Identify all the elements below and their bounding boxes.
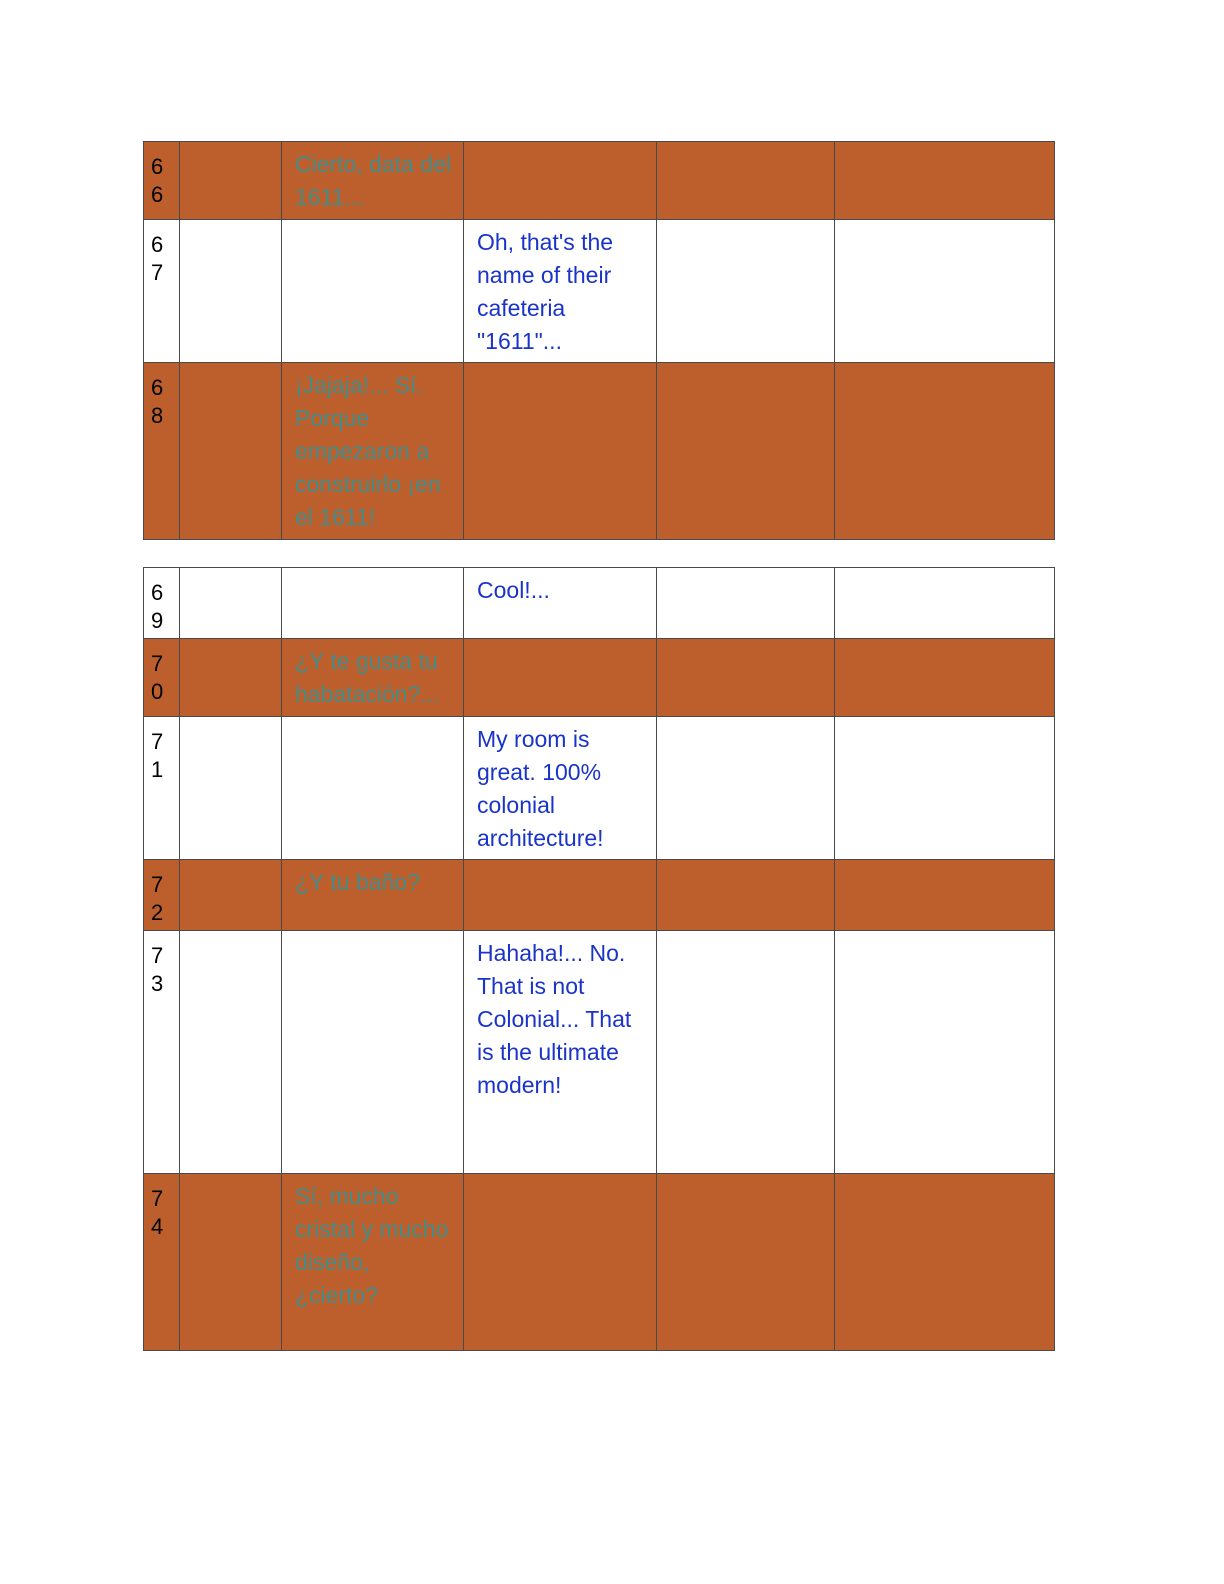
table-row [144,1174,1055,1351]
spanish-line [282,717,463,723]
spanish-cell [282,931,464,1174]
empty-cell [657,931,835,1174]
table-row [144,363,1055,540]
table-row [144,142,1055,220]
line-number: 66 [151,154,164,207]
line-number-cell [144,639,180,717]
english-cell [464,931,657,1174]
spanish-cell [282,363,464,540]
spanish-cell [282,568,464,639]
empty-cell [835,1174,1055,1351]
empty-cell [657,363,835,540]
line-number-cell [144,1174,180,1351]
table-row [144,220,1055,363]
english-line: Hahaha!... No. That is not Colonial... That is the ultimate modern! [477,940,632,1098]
spanish-cell [282,717,464,860]
line-number: 68 [151,375,164,428]
english-line: My room is great. 100% colonial architecture! [477,726,604,851]
table-row [144,931,1055,1174]
empty-cell [180,142,282,220]
empty-cell [835,717,1055,860]
empty-cell [835,142,1055,220]
table-row [144,717,1055,860]
empty-cell [657,142,835,220]
empty-cell [835,931,1055,1174]
spanish-cell [282,860,464,931]
empty-cell [657,220,835,363]
empty-cell [657,860,835,931]
spanish-line: Cierto, data del 1611... [295,151,451,210]
english-cell [464,717,657,860]
english-line [464,363,656,369]
empty-cell [657,1174,835,1351]
line-number-cell [144,363,180,540]
line-number-cell [144,717,180,860]
empty-cell [657,717,835,860]
spanish-line [282,931,463,937]
table-row [144,639,1055,717]
spanish-line: ¿Y tu baño? [295,869,420,895]
line-number-cell [144,220,180,363]
line-number: 72 [151,872,164,925]
line-number-cell [144,568,180,639]
line-number: 70 [151,651,164,704]
empty-cell [835,568,1055,639]
empty-cell [180,931,282,1174]
spanish-cell [282,142,464,220]
empty-cell [180,860,282,931]
spanish-line [282,568,463,574]
english-cell [464,363,657,540]
spanish-cell [282,220,464,363]
empty-cell [835,860,1055,931]
empty-cell [180,717,282,860]
empty-cell [835,363,1055,540]
table-row [144,860,1055,931]
empty-cell [180,363,282,540]
script-table-1 [143,141,1055,540]
english-cell [464,639,657,717]
english-cell [464,860,657,931]
spanish-line: ¡Jajaja!... Sí. Porque empezaron a construirlo ¡en el 1611! [295,372,441,530]
spanish-line: Sí, mucho cristal y mucho diseño, ¿cierto? [295,1183,449,1308]
empty-cell [180,220,282,363]
english-line [464,639,656,645]
spanish-cell [282,639,464,717]
line-number-cell [144,142,180,220]
english-line [464,1174,656,1180]
english-line [464,860,656,866]
spanish-line: ¿Y te gusta tu habatación?... [295,648,440,707]
empty-cell [835,639,1055,717]
english-line: Oh, that's the name of their cafeteria "1611"... [477,229,614,354]
table-row [144,568,1055,639]
spanish-line [282,220,463,226]
english-line [464,142,656,148]
spanish-cell [282,1174,464,1351]
empty-cell [657,568,835,639]
english-cell [464,220,657,363]
line-number: 71 [151,729,164,782]
line-number: 69 [151,580,164,633]
empty-cell [835,220,1055,363]
empty-cell [657,639,835,717]
empty-cell [180,639,282,717]
line-number-cell [144,931,180,1174]
english-cell [464,142,657,220]
line-number: 67 [151,232,164,285]
english-line: Cool!... [477,577,550,603]
line-number: 74 [151,1186,164,1239]
script-table-2 [143,567,1055,1351]
line-number: 73 [151,943,164,996]
english-cell [464,1174,657,1351]
empty-cell [180,568,282,639]
english-cell [464,568,657,639]
line-number-cell [144,860,180,931]
empty-cell [180,1174,282,1351]
